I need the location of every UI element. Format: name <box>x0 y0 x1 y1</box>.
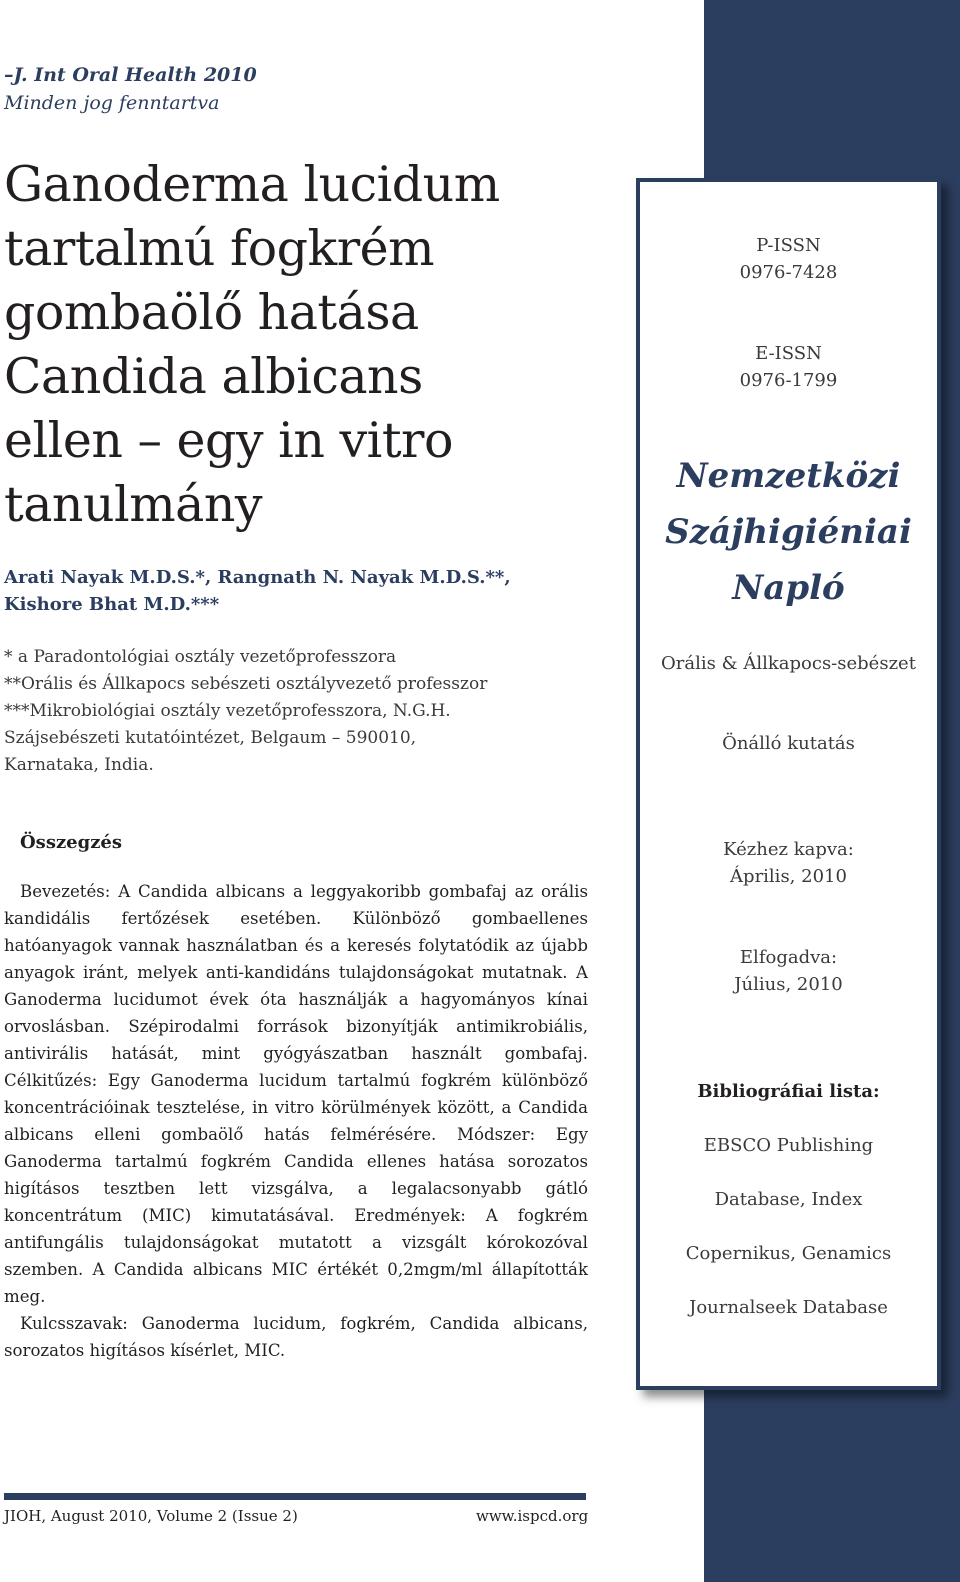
accepted-label: Elfogadva: <box>739 947 838 968</box>
accepted-date: Július, 2010 <box>734 974 843 995</box>
authors <box>4 564 604 618</box>
abstract-heading: Összegzés <box>20 832 123 853</box>
title-line: tanulmány <box>4 476 263 533</box>
journal-name-line: Napló <box>732 568 845 608</box>
rights-notice: Minden jog fenntartva <box>4 92 220 114</box>
journal-name-line: Nemzetközi <box>676 456 901 496</box>
indexing-item: Copernikus, Genamics <box>685 1243 892 1264</box>
title-line: Ganoderma lucidum <box>4 156 500 213</box>
indexing-item: Database, Index <box>714 1189 863 1210</box>
affiliation-line: * a Paradontológiai osztály vezetőprofesszora <box>4 647 397 667</box>
authors-line: Arati Nayak M.D.S.*, Rangnath N. Nayak M.D.S.**, <box>4 567 511 588</box>
journal-info-card <box>636 178 941 1390</box>
received-label: Kézhez kapva: <box>723 839 854 860</box>
pissn-label: P-ISSN <box>756 235 821 256</box>
indexing-heading: Bibliográfiai lista: <box>697 1081 880 1102</box>
title-line: gombaölő hatása <box>4 284 419 341</box>
affiliations <box>4 644 604 779</box>
keywords-paragraph: Kulcsszavak: Ganoderma lucidum, fogkrém, Candida albicans, sorozatos higításos kísérlet, MIC. <box>4 1314 588 1360</box>
journal-name-line: Szájhigiéniai <box>665 512 912 552</box>
section-label: Orális & Állkapocs-sebészet <box>661 653 916 674</box>
affiliation-line: Karnataka, India. <box>4 755 154 775</box>
indexing-item: EBSCO Publishing <box>703 1135 874 1156</box>
title-line: Candida albicans <box>4 348 423 405</box>
journal-header: –J. Int Oral Health 2010 <box>4 64 257 86</box>
abstract-body <box>4 878 588 1364</box>
footer-citation: JIOH, August 2010, Volume 2 (Issue 2) <box>4 1507 298 1525</box>
abstract-paragraph: Bevezetés: A Candida albicans a leggyakoribb gombafaj az orális kandidális fertőzések esetében. Különböző gombaellenes hatóanyagok vannak használatban és a keresés folytatódik az újabb anyagok iránt, melyek anti-kandidáns tulajdonságokat mutatnak. A Ganoderma lucidumot évek óta használják a hagyományos kínai orvoslásban. Szépirodalmi források bizonyítják antimikrobiális, antivirális hatását, mint gyógyászatban használt gombafaj. Célkitűzés: Egy Ganoderma lucidum tartalmú fogkrém különböző koncentrációinak tesztelése, in vitro körülmények között, a Candida albicans elleni gombaölő hatás felmérésére. Módszer: Egy Ganoderma tartalmú fogkrém Candida ellenes hatása sorozatos higításos tesztben lett vizsgálva, a legalacsonyabb gátló koncentrátum (MIC) kimutatásával. Eredmények: A fogkrém antifungális tulajdonságokat mutatott a vizsgált kórokozóval szemben. A Candida albicans MIC értékét 0,2mgm/ml állapították meg. <box>4 882 588 1306</box>
footer-website: www.ispcd.org <box>476 1507 589 1525</box>
article-type: Önálló kutatás <box>722 733 855 754</box>
received-date: Április, 2010 <box>730 866 847 887</box>
article-title <box>4 153 624 537</box>
affiliation-line: Szájsebészeti kutatóintézet, Belgaum – 590010, <box>4 728 417 748</box>
title-line: tartalmú fogkrém <box>4 220 435 277</box>
eissn-value: 0976-1799 <box>739 370 838 391</box>
affiliation-line: **Orális és Állkapocs sebészeti osztályvezető professzor <box>4 674 488 694</box>
indexing-item: Journalseek Database <box>689 1297 888 1318</box>
pissn-value: 0976-7428 <box>739 262 838 283</box>
authors-line: Kishore Bhat M.D.*** <box>4 594 220 615</box>
affiliation-line: ***Mikrobiológiai osztály vezetőprofesszora, N.G.H. <box>4 701 451 721</box>
eissn-label: E-ISSN <box>755 343 822 364</box>
title-line: ellen – egy in vitro <box>4 412 453 469</box>
footer-rule <box>4 1493 586 1500</box>
